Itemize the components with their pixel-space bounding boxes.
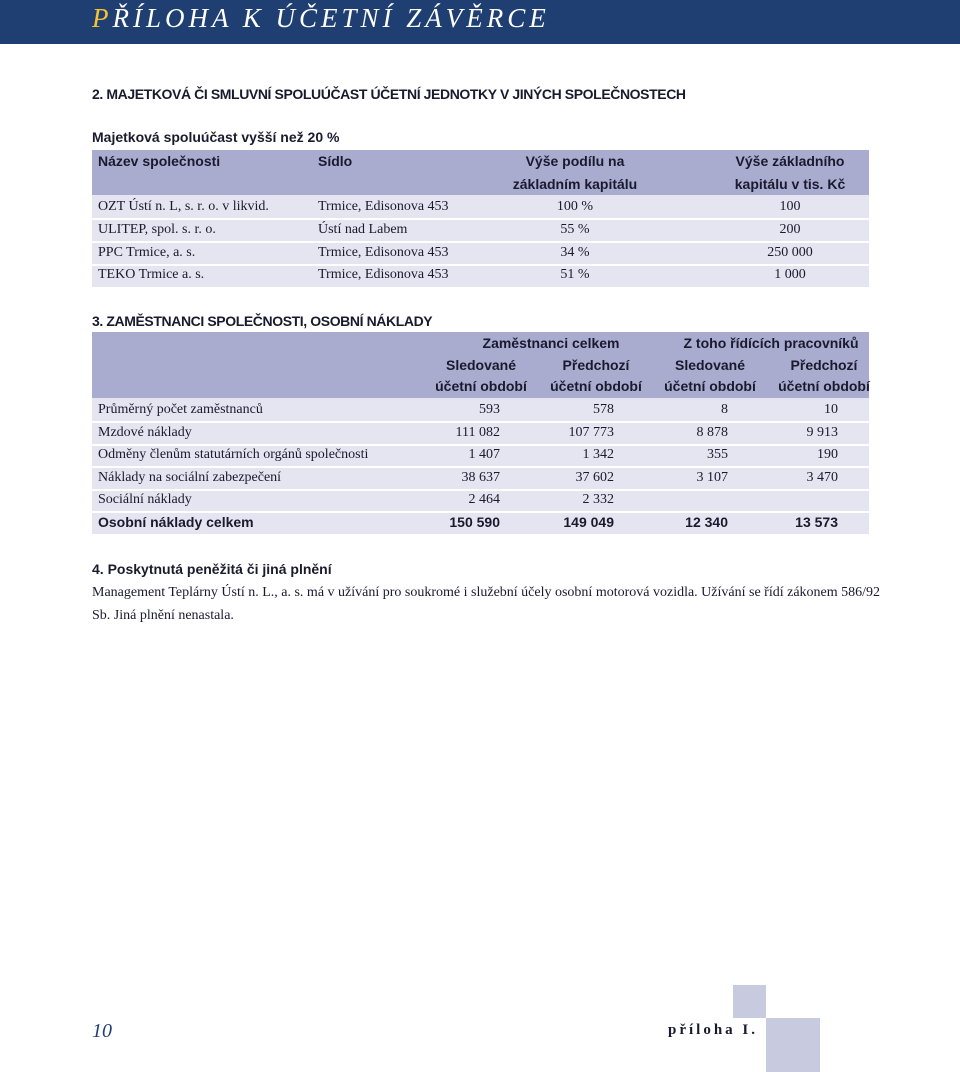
row-label: Odměny členům statutárních orgánů společnosti <box>98 447 369 462</box>
row-separator <box>92 241 869 243</box>
share-value: 51 % <box>560 267 590 282</box>
col-header-capital-2: kapitálu v tis. Kč <box>734 176 846 192</box>
total-value: 13 573 <box>795 514 838 530</box>
share-value: 100 % <box>556 199 594 214</box>
share-value: 34 % <box>560 245 590 260</box>
total-value: 149 049 <box>563 514 614 530</box>
company-seat: Ústí nad Labem <box>318 222 408 237</box>
value-cell: 190 <box>817 447 838 462</box>
col-header-previous: Předchozí <box>790 357 858 373</box>
value-cell: 355 <box>707 447 728 462</box>
value-cell: 9 913 <box>806 425 838 440</box>
col-header-period: účetní období <box>435 378 527 394</box>
row-label: Mzdové náklady <box>98 425 192 440</box>
row-separator <box>92 218 869 220</box>
col-header-name: Název společnosti <box>98 153 221 169</box>
capital-value: 1 000 <box>774 267 806 282</box>
company-name: TEKO Trmice a. s. <box>98 267 205 282</box>
col-header-period: účetní období <box>550 378 642 394</box>
capital-value: 200 <box>779 222 801 237</box>
decorative-square <box>766 1018 820 1072</box>
value-cell: 2 464 <box>468 492 500 507</box>
value-cell: 3 107 <box>696 470 728 485</box>
col-header-period: účetní období <box>664 378 756 394</box>
group-header-all-employees: Zaměstnanci celkem <box>482 335 620 351</box>
row-label: Sociální náklady <box>98 492 192 507</box>
section2-subheading: Majetková spoluúčast vyšší než 20 % <box>92 129 340 145</box>
row-separator <box>92 511 869 513</box>
row-label: Průměrný počet zaměstnanců <box>98 402 263 417</box>
col-header-capital: Výše základního <box>735 153 845 169</box>
total-value: 12 340 <box>685 514 728 530</box>
value-cell: 578 <box>593 402 614 417</box>
capital-value: 100 <box>779 199 801 214</box>
row-separator <box>92 466 869 468</box>
col-header-current: Sledované <box>674 357 746 373</box>
value-cell: 3 470 <box>806 470 838 485</box>
decorative-square <box>733 985 766 1018</box>
col-header-share-2: základním kapitálu <box>512 176 638 192</box>
value-cell: 2 332 <box>582 492 614 507</box>
section4-heading: 4. Poskytnutá peněžitá či jiná plnění <box>92 561 332 577</box>
row-separator <box>92 264 869 266</box>
col-header-period: účetní období <box>778 378 870 394</box>
value-cell: 1 407 <box>468 447 500 462</box>
total-value: 150 590 <box>449 514 500 530</box>
capital-value: 250 000 <box>767 245 813 260</box>
company-name: PPC Trmice, a. s. <box>98 245 196 260</box>
company-seat: Trmice, Edisonova 453 <box>318 245 449 260</box>
group-header-managers: Z toho řídících pracovníků <box>683 335 859 351</box>
value-cell: 1 342 <box>582 447 614 462</box>
col-header-previous: Předchozí <box>562 357 630 373</box>
section3-heading: 3. ZAMĚSTNANCI SPOLEČNOSTI, OSOBNÍ NÁKLADY <box>92 313 433 329</box>
row-label: Náklady na sociální zabezpečení <box>98 470 282 485</box>
company-seat: Trmice, Edisonova 453 <box>318 199 449 214</box>
header-banner <box>0 0 960 44</box>
value-cell: 37 602 <box>575 470 614 485</box>
row-separator <box>92 421 869 423</box>
value-cell: 8 878 <box>696 425 728 440</box>
company-seat: Trmice, Edisonova 453 <box>318 267 449 282</box>
total-label: Osobní náklady celkem <box>98 514 254 530</box>
value-cell: 10 <box>824 402 838 417</box>
row-separator <box>92 444 869 446</box>
section2-heading: 2. MAJETKOVÁ ČI SMLUVNÍ SPOLUÚČAST ÚČETNÍ JEDNOTKY V JINÝCH SPOLEČNOSTECH <box>92 86 686 102</box>
page-number: 10 <box>92 1020 112 1042</box>
company-name: OZT Ústí n. L, s. r. o. v likvid. <box>98 199 269 214</box>
value-cell: 8 <box>721 402 728 417</box>
col-header-share: Výše podílu na <box>525 153 625 169</box>
footer-label: příloha I. <box>668 1022 759 1038</box>
document-title: PŘÍLOHA K ÚČETNÍ ZÁVĚRCE <box>92 3 550 33</box>
col-header-seat: Sídlo <box>318 153 353 169</box>
value-cell: 111 082 <box>455 425 500 440</box>
section4-text: Management Teplárny Ústí n. L., a. s. má v užívání pro soukromé i služební účely osobní motorová vozidla. Užívání se řídí zákonem 586/92 Sb. Jiná plnění nenastala. <box>92 585 881 623</box>
share-value: 55 % <box>560 222 590 237</box>
col-header-current: Sledované <box>445 357 517 373</box>
row-separator <box>92 489 869 491</box>
value-cell: 38 637 <box>461 470 500 485</box>
value-cell: 593 <box>479 402 500 417</box>
company-name: ULITEP, spol. s. r. o. <box>98 222 216 237</box>
value-cell: 107 773 <box>568 425 614 440</box>
